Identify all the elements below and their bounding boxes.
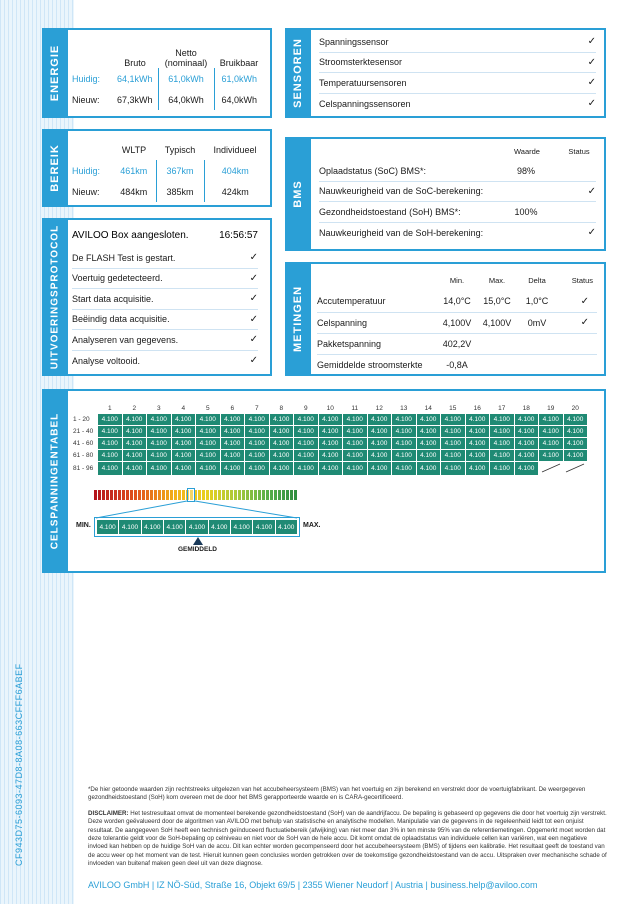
- column-header: 9: [303, 404, 308, 412]
- cell-voltage: 4.100: [147, 462, 171, 475]
- cell-row: [73, 438, 587, 449]
- cell-voltage: 4.100: [564, 438, 588, 449]
- protocol-title: UITVOERINGSPROTOCOL: [49, 224, 61, 370]
- check-icon: ✓: [249, 355, 258, 367]
- cell-voltage: 4.100: [270, 426, 294, 437]
- cell-voltage: 4.100: [490, 438, 514, 449]
- cell-row: [73, 462, 587, 475]
- bms-row: Nauwkeurigheid van de SoC-berekening: ✓: [319, 182, 596, 203]
- bms-panel: [285, 137, 606, 251]
- energie-col-bruto: Bruto: [124, 58, 146, 68]
- cell-voltage: 4.100: [245, 462, 269, 475]
- energie-row-huidig: Huidig: 64,1kWh 61,0kWh 61,0kWh: [72, 68, 264, 89]
- cell-voltage: 4.100: [172, 438, 196, 449]
- check-icon: ✓: [580, 317, 589, 328]
- cell-voltage: 4.100: [466, 426, 490, 437]
- cell-voltage: 4.100: [368, 450, 392, 461]
- cell-voltage: 4.100: [343, 414, 367, 425]
- column-header: 11: [351, 404, 359, 412]
- cell-voltage: 4.100: [294, 426, 318, 437]
- sensor-row: Temperatuursensoren ✓: [319, 73, 596, 94]
- energie-title: ENERGIE: [49, 44, 61, 102]
- column-header: 16: [473, 404, 481, 412]
- check-icon: ✓: [587, 227, 596, 239]
- cell-voltage: 4.100: [392, 462, 416, 475]
- cell-voltage: 4.100: [123, 462, 147, 475]
- metingen-row: Pakketspanning 402,2V: [317, 333, 597, 354]
- metingen-col-delta: Delta: [528, 276, 546, 285]
- column-header: 17: [498, 404, 506, 412]
- row-label: 21 - 40: [73, 428, 94, 435]
- metingen-row: Accutemperatuur 14,0°C 15,0°C 1,0°C ✓: [317, 291, 597, 312]
- cell-voltage: 4.100: [441, 438, 465, 449]
- cell-voltage: 4.100: [441, 426, 465, 437]
- cell-row: [73, 414, 587, 425]
- max-label: MAX.: [303, 522, 321, 529]
- cell-voltage: 4.100: [172, 462, 196, 475]
- cell-voltage: 4.100: [539, 426, 563, 437]
- bms-row: Oplaadstatus (SoC) BMS*: 98%: [319, 161, 596, 182]
- bms-col-waarde: Waarde: [514, 147, 540, 156]
- energie-row-nieuw: Nieuw: 67,3kWh 64,0kWh 64,0kWh: [72, 89, 264, 110]
- cell-voltage: 4.100: [245, 414, 269, 425]
- cell-voltage: 4.100: [368, 438, 392, 449]
- cell-voltage: 4.100: [196, 438, 220, 449]
- average-label: GEMIDDELD: [178, 546, 217, 553]
- cell-voltage: 4.100: [515, 438, 539, 449]
- cell-voltage: 4.100: [515, 462, 539, 475]
- cell-voltage: 4.100: [392, 438, 416, 449]
- metingen-row: Gemiddelde stroomsterkte -0,8A: [317, 359, 468, 370]
- check-icon: ✓: [249, 252, 258, 264]
- cell-voltage: 4.100: [319, 414, 343, 425]
- cell-voltage: 4.100: [98, 450, 122, 461]
- column-header: 12: [375, 404, 383, 412]
- cell-voltage: 4.100: [343, 426, 367, 437]
- protocol-tab: [42, 220, 68, 374]
- column-header: 4: [181, 404, 186, 412]
- cell-voltage-table: [72, 402, 588, 476]
- cell-voltage: 4.100: [417, 438, 441, 449]
- zoom-cell: 4.100: [164, 520, 185, 534]
- cell-voltage: 4.100: [392, 450, 416, 461]
- cell-voltage: 4.100: [245, 426, 269, 437]
- cell-voltage: 4.100: [172, 450, 196, 461]
- cell-voltage: 4.100: [515, 426, 539, 437]
- cell-voltage: 4.100: [294, 438, 318, 449]
- check-icon: ✓: [587, 98, 596, 110]
- check-icon: ✓: [587, 185, 596, 197]
- sensoren-panel: [285, 28, 606, 118]
- column-header: 18: [522, 404, 530, 412]
- column-header: 19: [547, 404, 555, 412]
- column-header: 5: [205, 404, 210, 412]
- column-header: 1: [107, 404, 112, 412]
- check-icon: ✓: [249, 272, 258, 284]
- cell-voltage: 4.100: [417, 426, 441, 437]
- zoom-cell: 4.100: [231, 520, 252, 534]
- zoom-cell-row: [94, 517, 300, 537]
- cell-voltage: 4.100: [147, 426, 171, 437]
- bereik-row-nieuw: Nieuw: 484km 385km 424km: [72, 181, 266, 202]
- row-label: 81 - 96: [73, 465, 94, 472]
- zoom-cell: 4.100: [97, 520, 118, 534]
- column-header: 8: [279, 404, 284, 412]
- check-icon: ✓: [587, 56, 596, 68]
- cell-voltage: 4.100: [147, 414, 171, 425]
- metingen-title: METINGEN: [292, 285, 304, 353]
- bms-row: Gezondheidstoestand (SoH) BMS*: 100%: [319, 202, 596, 223]
- protocol-step: Beëindig data acquisitie. ✓: [72, 310, 258, 331]
- check-icon: ✓: [580, 295, 589, 307]
- cell-voltage: 4.100: [564, 450, 588, 461]
- sensoren-title: SENSOREN: [292, 38, 304, 108]
- bereik-col-wltp: WLTP: [121, 144, 147, 155]
- cell-voltage: 4.100: [221, 414, 245, 425]
- bereik-col-individueel: Individueel: [213, 144, 257, 155]
- cell-voltage: 4.100: [490, 414, 514, 425]
- metingen-tab: [285, 264, 311, 374]
- energie-tab: [42, 30, 68, 116]
- check-icon: ✓: [587, 36, 596, 48]
- check-icon: ✓: [249, 334, 258, 346]
- cell-voltage: 4.100: [319, 462, 343, 475]
- cell-voltage: 4.100: [294, 462, 318, 475]
- cell-voltage: 4.100: [98, 462, 122, 475]
- bereik-title: BEREIK: [49, 144, 61, 192]
- metingen-col-max: Max.: [488, 276, 506, 285]
- bms-title: BMS: [292, 180, 304, 208]
- cell-voltage: 4.100: [515, 414, 539, 425]
- cell-voltage: 4.100: [245, 438, 269, 449]
- protocol-step: Analyseren van gegevens. ✓: [72, 330, 258, 351]
- cell-voltage: 4.100: [417, 414, 441, 425]
- empty-cell: [539, 462, 563, 475]
- column-header: 15: [449, 404, 457, 412]
- check-icon: ✓: [249, 293, 258, 305]
- column-header: 13: [400, 404, 408, 412]
- bms-list: [319, 161, 596, 243]
- bereik-row-huidig: Huidig: 461km 367km 404km: [72, 160, 266, 181]
- check-icon: ✓: [587, 77, 596, 89]
- column-header: 10: [326, 404, 334, 412]
- zoom-cell: 4.100: [253, 520, 274, 534]
- cell-voltage: 4.100: [196, 426, 220, 437]
- celspanning-tab: [42, 391, 68, 571]
- energie-col-bruikbaar: Bruikbaar: [219, 58, 259, 68]
- bereik-col-typisch: Typisch: [164, 144, 196, 155]
- column-header: 2: [132, 404, 137, 412]
- protocol-step: De FLASH Test is gestart. ✓: [72, 248, 258, 269]
- bms-col-status: Status: [568, 147, 590, 156]
- cell-voltage: 4.100: [221, 438, 245, 449]
- cell-voltage: 4.100: [466, 438, 490, 449]
- empty-cell: [564, 462, 588, 475]
- cell-voltage: 4.100: [98, 438, 122, 449]
- cell-voltage: 4.100: [441, 414, 465, 425]
- protocol-step: Voertuig gedetecteerd. ✓: [72, 269, 258, 290]
- cell-voltage: 4.100: [319, 438, 343, 449]
- celspanning-title: CELSPANNINGENTABEL: [49, 412, 61, 550]
- cell-row: [73, 450, 587, 461]
- cell-voltage: 4.100: [515, 450, 539, 461]
- sensor-row: Spanningssensor ✓: [319, 32, 596, 53]
- cell-voltage: 4.100: [441, 462, 465, 475]
- cell-voltage: 4.100: [221, 462, 245, 475]
- metingen-col-min: Min.: [449, 276, 465, 285]
- column-header: 14: [424, 404, 432, 412]
- cell-voltage: 4.100: [490, 426, 514, 437]
- cell-voltage: 4.100: [368, 414, 392, 425]
- zoom-cell: 4.100: [186, 520, 207, 534]
- cell-voltage: 4.100: [466, 414, 490, 425]
- cell-voltage: 4.100: [270, 438, 294, 449]
- min-label: MIN.: [76, 522, 91, 529]
- cell-voltage: 4.100: [147, 450, 171, 461]
- cell-voltage: 4.100: [196, 414, 220, 425]
- cell-voltage: 4.100: [172, 414, 196, 425]
- zoom-cell: 4.100: [142, 520, 163, 534]
- zoom-cell: 4.100: [209, 520, 230, 534]
- cell-voltage: 4.100: [221, 426, 245, 437]
- cell-voltage: 4.100: [539, 450, 563, 461]
- cell-voltage: 4.100: [539, 438, 563, 449]
- cell-voltage: 4.100: [172, 426, 196, 437]
- cell-voltage: 4.100: [98, 414, 122, 425]
- bereik-panel: [42, 129, 272, 207]
- cell-voltage: 4.100: [466, 462, 490, 475]
- column-header: 3: [156, 404, 161, 412]
- cell-voltage: 4.100: [368, 426, 392, 437]
- cell-voltage: 4.100: [221, 450, 245, 461]
- voltage-gradient-bar: [94, 490, 298, 500]
- cell-voltage: 4.100: [319, 426, 343, 437]
- cell-voltage: 4.100: [294, 450, 318, 461]
- cell-voltage: 4.100: [123, 438, 147, 449]
- protocol-step: Start data acquisitie. ✓: [72, 289, 258, 310]
- cell-voltage: 4.100: [196, 462, 220, 475]
- protocol-panel: [42, 218, 272, 376]
- footnote-bms: *De hier getoonde waarden zijn rechtstreeks uitgelezen van het accubeheersysteem (BMS) van het voertuig en zijn berekend en verstrekt door de voertuigfabrikant. De weergegeven gezondheidstoestand (SoH) kom overeen met de door het BMS gerapporteerde waarde en is CARA-gecertificeerd.: [88, 786, 586, 802]
- cell-voltage: 4.100: [319, 450, 343, 461]
- metingen-row: Celspanning 4,100V 4,100V 0mV ✓: [317, 312, 597, 333]
- energie-col-netto: Netto (nominaal): [164, 48, 208, 68]
- sensor-row: Stroomsterktesensor ✓: [319, 53, 596, 74]
- cell-voltage: 4.100: [270, 414, 294, 425]
- cell-voltage: 4.100: [539, 414, 563, 425]
- cell-voltage: 4.100: [564, 414, 588, 425]
- cell-voltage: 4.100: [147, 438, 171, 449]
- sensoren-tab: [285, 30, 311, 116]
- cell-voltage: 4.100: [368, 462, 392, 475]
- cell-voltage: 4.100: [245, 450, 269, 461]
- energie-table: [72, 40, 264, 110]
- disclaimer: DISCLAIMER: Het testresultaat omvat de momenteel berekende gezondheidstoestand (SoH) van de aandrijfaccu. De bepaling is gebaseerd op gegevens die door het voertuig zijn verstrekt. Deze worden geëvalueerd door de algoritmen van AVILOO met behulp van statistische en analytische modellen. Manipulatie van de gegevens in de regeleenheid leidt tot een onjuist resultaat. De aangegeven SoH heeft een technisch geïnduceerd fluctuatiebereik (afwijking) van niet meer dan 3% in ten minste 95% van de referentiemetingen. Opgemerkt moet worden dat deze tolerantie geldt voor de SoH-bepaling op celniveau en niet voor de SoH van de hele accu. Dit komt omdat de oplaadstatus van individuele cellen kan variëren, wat een negatieve invloed kan hebben op de huidige SoH van de accu. Dit kan echter worden gecompenseerd door het accubeheersysteem (BMS) of tijdens een kalibratie. Het resultaat geeft de toestand van de accu weer op het moment van de test. Hieruit kunnen geen conclusies worden getrokken over de toekomstige gezondheidstoestand van de accu. Uitspraken over mechanische schade of invloeden van buitenaf maken geen deel uit van deze diagnose.: [88, 810, 607, 868]
- bms-tab: [285, 139, 311, 249]
- sensor-row: Celspanningssensoren ✓: [319, 98, 596, 110]
- cell-voltage: 4.100: [343, 462, 367, 475]
- cell-voltage: 4.100: [343, 438, 367, 449]
- cell-voltage: 4.100: [123, 450, 147, 461]
- row-label: 1 - 20: [73, 416, 90, 423]
- cell-voltage: 4.100: [98, 426, 122, 437]
- cell-voltage: 4.100: [392, 414, 416, 425]
- cell-voltage: 4.100: [343, 450, 367, 461]
- cell-voltage: 4.100: [270, 462, 294, 475]
- cell-voltage: 4.100: [392, 426, 416, 437]
- zoom-cell: 4.100: [119, 520, 140, 534]
- cell-voltage: 4.100: [196, 450, 220, 461]
- bereik-tab: [42, 131, 68, 205]
- bereik-table: [72, 139, 266, 202]
- cell-voltage: 4.100: [466, 450, 490, 461]
- protocol-time: 16:56:57: [219, 230, 258, 241]
- sensoren-list: [319, 32, 596, 114]
- cell-voltage: 4.100: [123, 414, 147, 425]
- metingen-col-status: Status: [571, 276, 593, 285]
- cell-voltage: 4.100: [294, 414, 318, 425]
- check-icon: ✓: [249, 313, 258, 325]
- cell-voltage: 4.100: [441, 450, 465, 461]
- cell-voltage: 4.100: [490, 450, 514, 461]
- row-label: 41 - 60: [73, 440, 94, 447]
- cell-voltage: 4.100: [123, 426, 147, 437]
- document-id: CF943D75-6093-47D8-8A08-663CFFF6ABEF: [14, 663, 24, 866]
- cell-voltage: 4.100: [417, 462, 441, 475]
- footer-contact: AVILOO GmbH | IZ NÖ-Süd, Straße 16, Objekt 69/5 | 2355 Wiener Neudorf | Austria | business.help@aviloo.com: [88, 880, 538, 890]
- protocol-step: Analyse voltooid. ✓: [72, 355, 258, 367]
- cell-row: [73, 426, 587, 437]
- metingen-panel: [285, 262, 606, 376]
- metingen-table: [317, 270, 597, 375]
- row-label: 61 - 80: [73, 452, 94, 459]
- cell-voltage: 4.100: [270, 450, 294, 461]
- column-header: 6: [230, 404, 235, 412]
- energie-panel: [42, 28, 272, 118]
- protocol-header: AVILOO Box aangesloten.: [72, 230, 189, 241]
- zoom-cell: 4.100: [276, 520, 297, 534]
- protocol-list: [72, 248, 258, 371]
- average-arrow-icon: [193, 537, 203, 545]
- cell-voltage: 4.100: [490, 462, 514, 475]
- bms-row: Nauwkeurigheid van de SoH-berekening: ✓: [319, 227, 596, 239]
- column-header: 20: [571, 404, 579, 412]
- cell-voltage: 4.100: [564, 426, 588, 437]
- cell-voltage: 4.100: [417, 450, 441, 461]
- column-header: 7: [254, 404, 259, 412]
